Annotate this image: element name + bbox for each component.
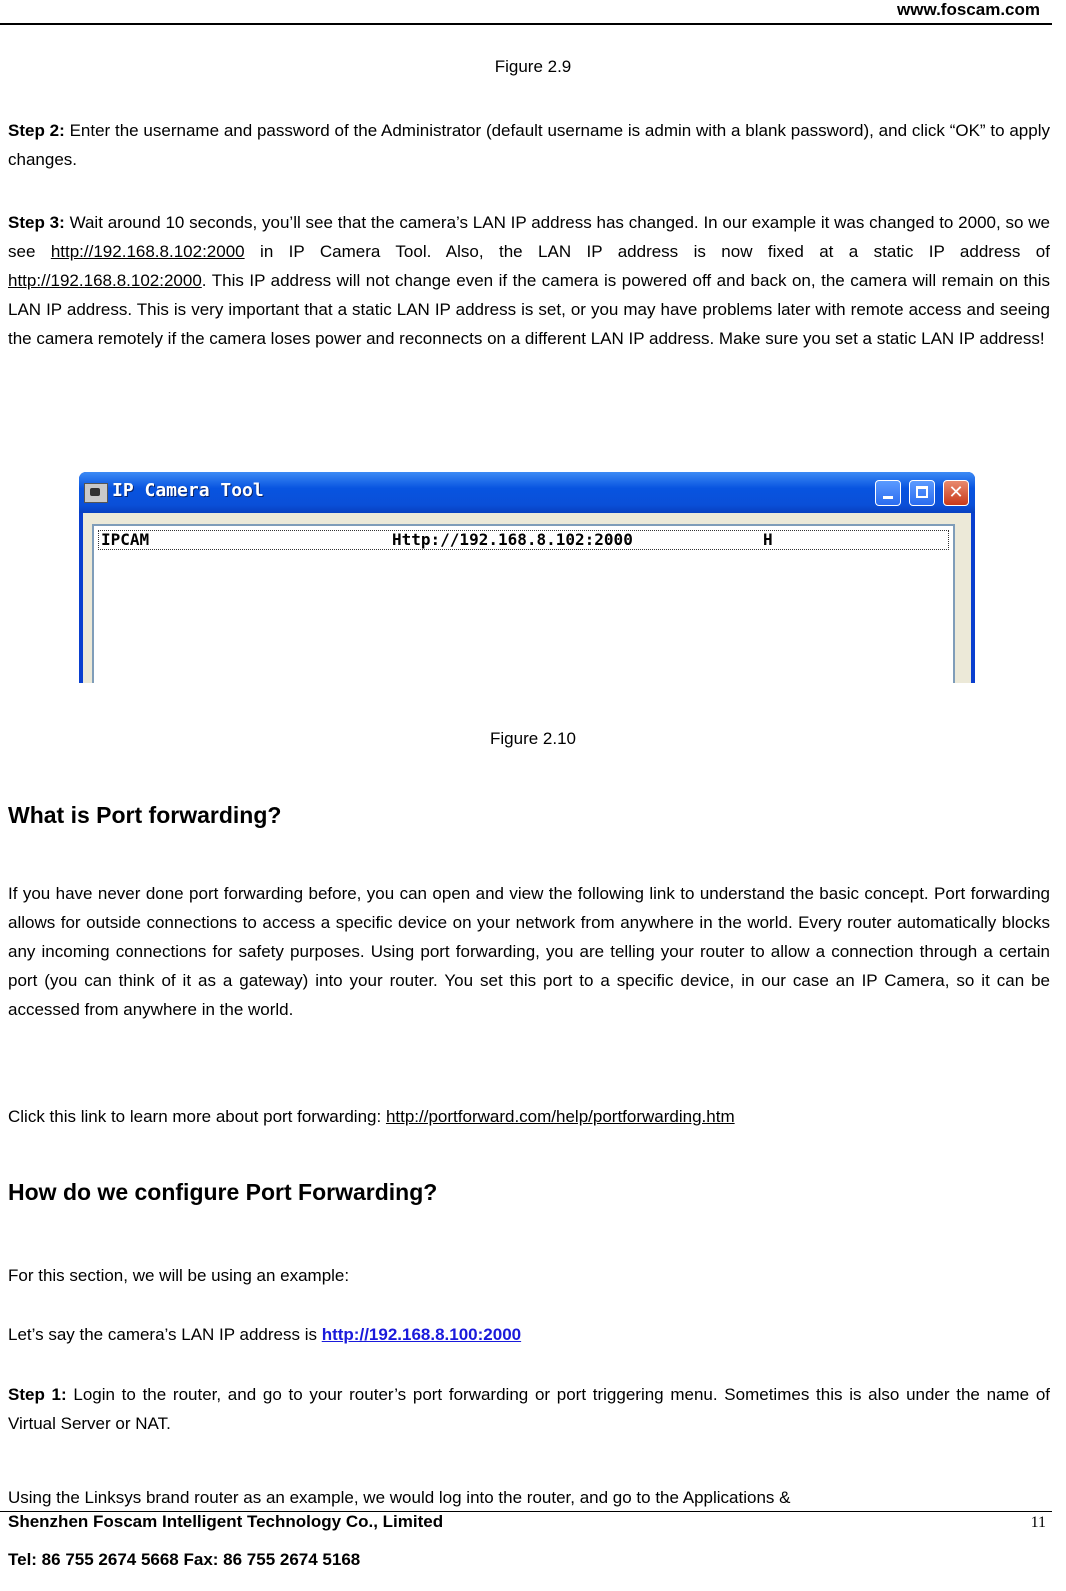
step1-label: Step 1:	[8, 1385, 67, 1404]
figure-caption-2-10: Figure 2.10	[490, 729, 576, 748]
step1-paragraph	[8, 1380, 1050, 1438]
lan-ip-text: Let’s say the camera’s LAN IP address is	[8, 1325, 322, 1344]
step3-label: Step 3:	[8, 213, 65, 232]
link-intro: Click this link to learn more about port forwarding:	[8, 1107, 386, 1126]
figure-caption-2-9: Figure 2.9	[494, 57, 572, 76]
portforward-link[interactable]: http://portforward.com/help/portforwarding.htm	[385, 1107, 735, 1126]
maximize-icon	[916, 486, 928, 498]
window-title: IP Camera Tool	[112, 480, 264, 501]
camera-app-icon	[84, 483, 108, 503]
step3-link-1[interactable]: http://192.168.8.102:2000	[50, 242, 245, 261]
footer-tel: Tel: 86 755 2674 5668 Fax: 86 755 2674 5168	[8, 1550, 361, 1569]
port-forwarding-link-line	[8, 1102, 1050, 1131]
minimize-button[interactable]	[875, 480, 901, 506]
close-icon: ✕	[948, 482, 964, 503]
step3-text-b: in IP Camera Tool. Also, the LAN IP address is now fixed at a static IP address of	[244, 242, 1050, 261]
close-button[interactable]	[943, 480, 969, 506]
example-intro: For this section, we will be using an example:	[8, 1266, 350, 1285]
step3-text-a: Wait around 10 seconds, you’ll see that the camera’s LAN IP address has changed. In our example it was changed to 2000, so we see	[8, 213, 1051, 261]
step3-paragraph	[8, 208, 1050, 353]
camera-list-row[interactable]	[98, 530, 949, 550]
step2-text: Enter the username and password of the Administrator (default username is admin with a blank password), and click “OK” to apply changes.	[8, 121, 1050, 169]
camera-name: IPCAM	[101, 530, 150, 549]
lan-ip-link[interactable]: http://192.168.8.100:2000	[321, 1325, 522, 1344]
camera-address: Http://192.168.8.102:2000	[392, 530, 633, 549]
minimize-icon	[883, 496, 893, 499]
step2-paragraph	[8, 116, 1050, 174]
header-site: www.foscam.com	[897, 0, 1040, 19]
step2-label: Step 2:	[8, 121, 65, 140]
step3-text-c: . This IP address will not change even if the camera is powered off and back on, the camera will remain on this LAN IP address. This is very important that a static LAN IP address is set, or you may have problems later with remote access and seeing the camera remotely if the camera loses power and reconnects on a different LAN IP address. Make sure you set a static LAN IP address!	[8, 271, 1050, 348]
page-number: 11	[1030, 1514, 1046, 1531]
title-bar[interactable]	[79, 472, 975, 513]
camera-flag: H	[763, 530, 773, 549]
header-rule	[0, 23, 1052, 25]
heading-what-is-port-forwarding: What is Port forwarding?	[8, 802, 282, 828]
lan-ip-line	[8, 1320, 1050, 1349]
ip-camera-tool-window	[79, 472, 975, 683]
linksys-paragraph: Using the Linksys brand router as an example, we would log into the router, and go to the Applications &	[8, 1488, 791, 1507]
window-client-area	[83, 513, 971, 683]
footer-company: Shenzhen Foscam Intelligent Technology Co., Limited	[8, 1512, 444, 1531]
step3-link-2[interactable]: http://192.168.8.102:2000	[8, 271, 202, 290]
camera-listbox[interactable]	[92, 524, 955, 683]
step1-text: Login to the router, and go to your router’s port forwarding or port triggering menu. Sometimes this is also under the name of Virtual Server or NAT.	[8, 1385, 1050, 1433]
maximize-button[interactable]	[909, 480, 935, 506]
heading-configure-port-forwarding: How do we configure Port Forwarding?	[8, 1179, 438, 1205]
port-forwarding-paragraph: If you have never done port forwarding before, you can open and view the following link to understand the basic concept. Port forwarding allows for outside connections to access a specific device on your network from anywhere in the world. Every router automatically blocks any incoming connections for safety purposes. Using port forwarding, you are telling your router to allow a connection through a certain port (you can think of it as a gateway) into your router. You set this port to a specific device, in our case an IP Camera, so it can be accessed from anywhere in the world.	[8, 884, 1050, 1019]
